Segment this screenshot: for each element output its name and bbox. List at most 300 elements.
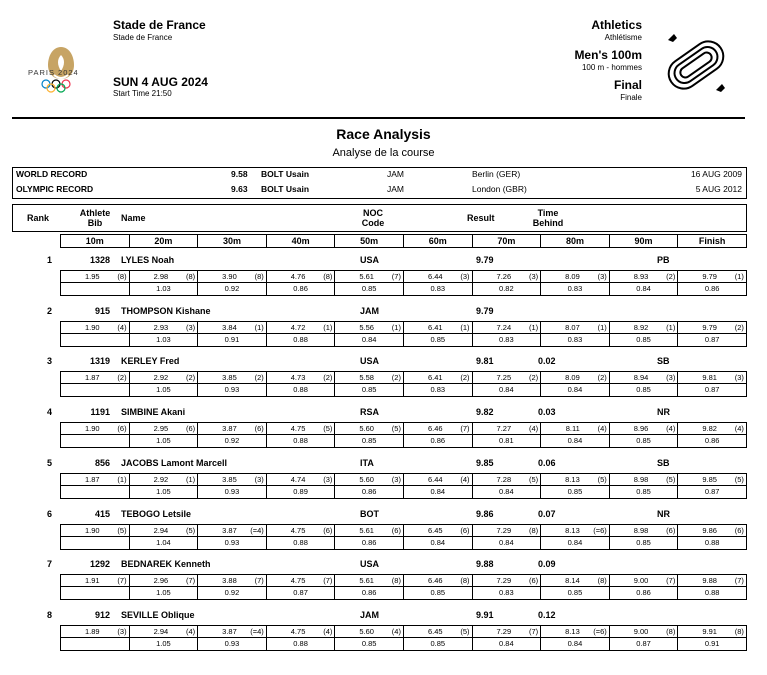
split-cell	[197, 271, 266, 295]
split-time: 1.90	[84, 525, 100, 535]
record-date: 16 AUG 2009	[690, 169, 742, 179]
split-interval: 0.81	[499, 436, 514, 446]
athlete-row	[0, 559, 767, 607]
split-label: 20m	[129, 235, 198, 247]
split-interval: 0.85	[361, 638, 377, 648]
split-time: 9.00	[633, 576, 649, 586]
split-interval: 0.91	[224, 334, 240, 344]
record-time: 9.63	[231, 184, 248, 194]
split-interval: 0.91	[704, 638, 720, 648]
split-cell	[540, 575, 609, 599]
olympic-rings-icon	[40, 79, 72, 93]
split-time: 9.88	[702, 576, 717, 586]
split-cell	[472, 372, 541, 396]
split-cell	[677, 474, 746, 498]
split-time: 2.92	[153, 474, 169, 484]
athlete-name: LYLES Noah	[121, 255, 175, 265]
split-position: (5)	[117, 525, 127, 535]
event-name: Men's 100m	[574, 48, 642, 62]
split-interval: 0.87	[293, 588, 308, 598]
split-cell	[334, 474, 403, 498]
split-interval: 0.85	[361, 284, 377, 293]
split-time: 6.41	[427, 322, 443, 332]
split-position: (1)	[597, 322, 607, 332]
split-cell	[677, 423, 746, 447]
split-interval: 0.82	[499, 284, 514, 293]
split-time: 7.28	[496, 474, 512, 484]
split-time: 3.90	[222, 272, 237, 281]
split-interval: 0.85	[567, 588, 583, 598]
split-time: 9.79	[702, 272, 717, 281]
split-cell	[472, 626, 541, 650]
split-position: (1)	[734, 272, 744, 281]
split-cell	[403, 525, 472, 549]
split-interval: 0.88	[293, 638, 308, 648]
split-cell	[677, 575, 746, 599]
split-cell	[334, 575, 403, 599]
split-cell	[266, 575, 335, 599]
split-time: 6.45	[427, 525, 443, 535]
split-cell	[609, 322, 678, 346]
split-time: 3.88	[222, 576, 237, 586]
split-cell	[540, 322, 609, 346]
split-interval: 0.88	[704, 588, 720, 598]
split-cell	[197, 525, 266, 549]
start-time: Start Time 21:50	[113, 89, 172, 98]
split-cell	[197, 423, 266, 447]
split-cell	[540, 474, 609, 498]
col-name: Name	[121, 213, 146, 223]
split-interval: 0.88	[293, 334, 308, 344]
athlete-bib: 415	[94, 508, 110, 519]
split-cell	[197, 372, 266, 396]
split-time: 1.95	[84, 272, 100, 281]
split-cell	[197, 322, 266, 346]
split-cell	[334, 271, 403, 295]
split-cell	[266, 372, 335, 396]
split-position: (6)	[117, 424, 127, 434]
split-time: 7.26	[496, 272, 512, 281]
split-cell	[609, 474, 678, 498]
split-grid	[60, 524, 747, 550]
col-rank: Rank	[27, 213, 50, 223]
split-time: 4.75	[290, 525, 306, 535]
split-time: 8.93	[633, 272, 649, 281]
split-time: 9.82	[702, 424, 717, 434]
record-noc: JAM	[387, 184, 404, 194]
athlete-noc: RSA	[360, 407, 380, 418]
split-cell	[266, 423, 335, 447]
split-interval: 0.84	[499, 638, 514, 648]
split-position: (1)	[254, 322, 264, 332]
split-cell	[197, 575, 266, 599]
split-position: (2)	[254, 373, 264, 383]
split-time: 2.94	[153, 525, 169, 535]
split-grid	[60, 574, 747, 600]
split-position: (5)	[186, 525, 196, 535]
split-interval: 0.84	[499, 385, 514, 395]
split-interval: 0.87	[704, 385, 720, 395]
split-time: 1.90	[84, 322, 100, 332]
split-position: (8)	[734, 626, 744, 636]
split-cell	[403, 626, 472, 650]
split-interval: 0.87	[636, 638, 651, 648]
col-time: Time	[537, 208, 559, 218]
split-position: (2)	[734, 322, 744, 332]
split-interval: 0.92	[224, 436, 240, 446]
split-interval: 0.86	[361, 486, 377, 496]
split-position: (3)	[391, 474, 401, 484]
split-position: (1)	[186, 474, 196, 484]
split-time: 6.44	[427, 272, 443, 281]
split-position: (8)	[666, 626, 676, 636]
athlete-row	[0, 458, 767, 506]
athlete-row	[0, 610, 767, 658]
split-grid	[60, 473, 747, 499]
col-behind: Behind	[532, 218, 564, 228]
split-cell	[61, 575, 129, 599]
athlete-result: 9.79	[476, 305, 494, 316]
split-time: 8.14	[565, 576, 580, 586]
split-interval: 1.03	[156, 334, 171, 344]
split-cell	[403, 271, 472, 295]
split-interval: 0.84	[361, 334, 377, 344]
athlete-result: 9.79	[476, 255, 494, 265]
split-interval: 0.86	[361, 588, 377, 598]
split-position: (8)	[597, 576, 607, 586]
split-interval: 0.83	[567, 334, 583, 344]
split-grid	[60, 371, 747, 397]
split-time: 6.41	[427, 373, 443, 383]
col-athlete: Athlete	[79, 208, 111, 218]
page-title: Race Analysis	[336, 126, 431, 142]
split-cell	[266, 525, 335, 549]
split-position: (8)	[323, 272, 333, 281]
athlete-result: 9.86	[476, 508, 494, 519]
record-place: London (GBR)	[472, 184, 527, 194]
split-cell	[540, 372, 609, 396]
record-place: Berlin (GER)	[472, 169, 521, 179]
athlete-name: KERLEY Fred	[121, 356, 180, 367]
split-position: (6)	[186, 424, 196, 434]
split-interval: 0.85	[636, 385, 651, 395]
split-position: (1)	[391, 322, 401, 332]
split-time: 5.60	[359, 424, 374, 434]
split-time: 3.85	[222, 373, 237, 383]
athlete-rank: 1	[47, 255, 53, 265]
split-cell	[403, 423, 472, 447]
split-position: (3)	[117, 626, 127, 636]
split-time: 3.85	[222, 474, 237, 484]
split-cell	[129, 322, 198, 346]
athlete-result: 9.85	[476, 457, 494, 468]
record-noc: JAM	[387, 169, 404, 179]
split-position: (1)	[666, 322, 676, 332]
split-label: 40m	[266, 235, 335, 247]
event-date: SUN 4 AUG 2024	[113, 75, 208, 89]
split-position: (5)	[391, 424, 401, 434]
split-position: (8)	[391, 576, 401, 586]
event-name-fr: 100 m - hommes	[581, 63, 642, 72]
split-position: (6)	[528, 576, 539, 586]
split-interval: 0.85	[430, 334, 446, 344]
athlete-bib: 856	[94, 457, 110, 468]
sport-name-fr: Athlétisme	[604, 33, 642, 42]
split-time: 3.87	[222, 626, 237, 636]
split-interval: 0.92	[224, 588, 240, 598]
col-noc: NOC	[363, 208, 383, 218]
athlete-name: JACOBS Lamont Marcell	[121, 457, 228, 468]
records-box	[12, 167, 747, 199]
split-cell	[129, 575, 198, 599]
col-result: Result	[467, 213, 495, 223]
split-cell	[334, 423, 403, 447]
split-label: 10m	[85, 236, 104, 246]
split-interval: 0.85	[361, 436, 377, 446]
split-interval: 0.84	[567, 638, 583, 648]
athlete-record-note: NR	[657, 508, 670, 519]
split-cell	[609, 626, 678, 650]
split-time: 8.09	[565, 373, 580, 383]
split-cell	[403, 372, 472, 396]
split-position: (2)	[117, 373, 127, 383]
split-position: (7)	[254, 576, 264, 586]
split-time: 1.87	[84, 373, 100, 383]
split-time: 5.61	[359, 576, 374, 586]
split-interval: 0.84	[430, 486, 446, 496]
split-cell	[334, 626, 403, 650]
split-position: (7)	[528, 626, 539, 636]
split-position: (1)	[323, 322, 333, 332]
athlete-noc: BOT	[360, 508, 379, 519]
athlete-rank: 5	[47, 457, 53, 468]
split-position: (2)	[323, 373, 333, 383]
split-time: 7.25	[496, 373, 512, 383]
split-cell	[129, 474, 198, 498]
split-interval: 0.88	[704, 537, 720, 547]
athlete-row	[0, 306, 767, 354]
split-interval: 0.83	[567, 284, 583, 293]
athlete-rank: 3	[47, 356, 53, 367]
split-time: 8.07	[565, 322, 580, 332]
split-time: 6.46	[427, 576, 443, 586]
split-position: (6)	[666, 525, 676, 535]
split-interval: 0.84	[430, 537, 446, 547]
split-time: 2.95	[153, 424, 169, 434]
split-cell	[61, 626, 129, 650]
split-cell	[61, 322, 129, 346]
split-label: 80m	[540, 235, 609, 247]
athlete-bib: 915	[94, 305, 110, 316]
split-cell	[677, 271, 746, 295]
split-interval: 0.85	[430, 588, 446, 598]
split-interval: 0.88	[293, 537, 308, 547]
split-grid	[60, 625, 747, 651]
split-position: (2)	[391, 373, 401, 383]
athlete-time-behind: 0.07	[538, 508, 556, 519]
split-interval: 0.89	[293, 486, 308, 496]
split-time: 8.13	[565, 626, 580, 636]
athlete-record-note: PB	[657, 255, 670, 265]
split-position: (3)	[734, 373, 744, 383]
split-position: (=4)	[250, 626, 264, 636]
athlete-bib: 912	[94, 609, 110, 620]
split-position: (4)	[528, 424, 539, 434]
header-separator	[12, 117, 745, 119]
split-position: (7)	[117, 576, 127, 586]
athlete-name: SIMBINE Akani	[121, 407, 186, 418]
split-time: 8.94	[633, 373, 649, 383]
split-cell	[266, 322, 335, 346]
split-position: (7)	[323, 576, 333, 586]
record-holder: BOLT Usain	[261, 184, 310, 194]
split-time: 7.29	[496, 525, 512, 535]
split-cell	[540, 271, 609, 295]
split-interval: 1.04	[156, 537, 171, 547]
split-cell	[266, 626, 335, 650]
split-interval: 1.05	[156, 588, 171, 598]
split-time: 7.29	[496, 576, 512, 586]
split-position: (7)	[460, 424, 470, 434]
split-position: (4)	[117, 322, 127, 332]
split-position: (6)	[391, 525, 401, 535]
split-cell	[129, 423, 198, 447]
split-cell	[403, 575, 472, 599]
split-position: (2)	[666, 272, 676, 281]
split-time: 2.98	[153, 272, 169, 281]
split-position: (2)	[597, 373, 607, 383]
athlete-row	[0, 509, 767, 557]
split-position: (6)	[254, 424, 264, 434]
split-cell	[334, 372, 403, 396]
athlete-record-note: SB	[657, 356, 670, 367]
split-time: 2.96	[153, 576, 169, 586]
split-cell	[609, 271, 678, 295]
split-time: 7.27	[496, 424, 512, 434]
split-label: 50m	[334, 235, 403, 247]
split-cell	[129, 271, 198, 295]
athlete-noc: JAM	[360, 609, 380, 620]
split-position: (5)	[460, 626, 470, 636]
split-header	[60, 234, 747, 248]
split-interval: 0.86	[704, 284, 720, 293]
split-interval: 0.85	[361, 385, 377, 395]
split-position: (8)	[254, 272, 264, 281]
split-interval: 0.84	[567, 385, 583, 395]
split-time: 8.98	[633, 525, 649, 535]
split-time: 9.81	[702, 373, 717, 383]
split-time: 8.09	[565, 272, 580, 281]
split-interval: 0.86	[361, 537, 377, 547]
split-position: (3)	[666, 373, 676, 383]
athlete-row	[0, 356, 767, 404]
split-interval: 0.84	[636, 284, 651, 293]
split-cell	[472, 575, 541, 599]
venue-name-fr: Stade de France	[113, 33, 173, 42]
athlete-result: 9.81	[476, 356, 494, 367]
split-grid	[60, 270, 747, 296]
athlete-noc: ITA	[360, 457, 374, 468]
split-position: (5)	[528, 474, 539, 484]
split-time: 1.90	[84, 424, 100, 434]
split-position: (1)	[460, 322, 470, 332]
record-time: 9.58	[231, 169, 248, 179]
split-cell	[61, 423, 129, 447]
split-cell	[609, 575, 678, 599]
split-position: (5)	[734, 474, 744, 484]
athlete-name: SEVILLE Oblique	[121, 609, 195, 620]
split-cell	[334, 525, 403, 549]
split-interval: 0.88	[293, 436, 308, 446]
athlete-bib: 1191	[90, 407, 110, 418]
split-interval: 0.93	[224, 385, 240, 395]
record-holder: BOLT Usain	[261, 169, 310, 179]
split-time: 3.87	[222, 525, 237, 535]
split-time: 9.00	[633, 626, 649, 636]
split-interval: 0.83	[430, 385, 446, 395]
athlete-name: BEDNAREK Kenneth	[121, 559, 211, 570]
split-time: 4.75	[290, 626, 306, 636]
split-cell	[472, 271, 541, 295]
column-header	[12, 204, 747, 232]
split-interval: 0.93	[224, 537, 240, 547]
split-time: 8.92	[633, 322, 649, 332]
athlete-time-behind: 0.09	[538, 559, 556, 570]
split-interval: 0.85	[636, 486, 651, 496]
split-interval: 0.93	[224, 486, 240, 496]
olympic-record-row	[13, 183, 746, 197]
split-cell	[61, 372, 129, 396]
split-time: 8.98	[633, 474, 649, 484]
split-time: 9.91	[702, 626, 717, 636]
split-position: (3)	[254, 474, 264, 484]
split-cell	[472, 322, 541, 346]
split-time: 7.29	[496, 626, 512, 636]
split-interval: 0.84	[499, 486, 514, 496]
sport-name: Athletics	[591, 18, 642, 32]
athlete-bib: 1292	[89, 559, 110, 570]
split-position: (=6)	[593, 525, 607, 535]
phase-name-fr: Finale	[620, 93, 642, 102]
split-cell	[677, 525, 746, 549]
split-label: 70m	[472, 235, 541, 247]
split-cell	[61, 271, 129, 295]
split-time: 6.45	[427, 626, 443, 636]
split-time: 8.96	[633, 424, 649, 434]
split-position: (3)	[528, 272, 539, 281]
split-cell	[472, 525, 541, 549]
split-interval: 1.05	[156, 436, 171, 446]
record-date: 5 AUG 2012	[695, 184, 742, 194]
split-position: (8)	[186, 272, 196, 281]
split-cell	[677, 372, 746, 396]
split-position: (4)	[391, 626, 401, 636]
athlete-record-note: SB	[657, 457, 670, 468]
split-position: (6)	[323, 525, 333, 535]
split-label: 90m	[609, 235, 678, 247]
athlete-time-behind: 0.03	[538, 407, 556, 418]
athlete-result: 9.91	[476, 609, 494, 620]
split-interval: 0.83	[499, 334, 514, 344]
athlete-noc: USA	[360, 559, 380, 570]
paris-2024-logo-text: PARIS 2024	[28, 68, 79, 77]
split-position: (5)	[323, 424, 333, 434]
split-position: (4)	[597, 424, 607, 434]
athlete-rank: 6	[47, 508, 53, 519]
split-position: (3)	[323, 474, 333, 484]
split-cell	[609, 372, 678, 396]
split-cell	[129, 372, 198, 396]
